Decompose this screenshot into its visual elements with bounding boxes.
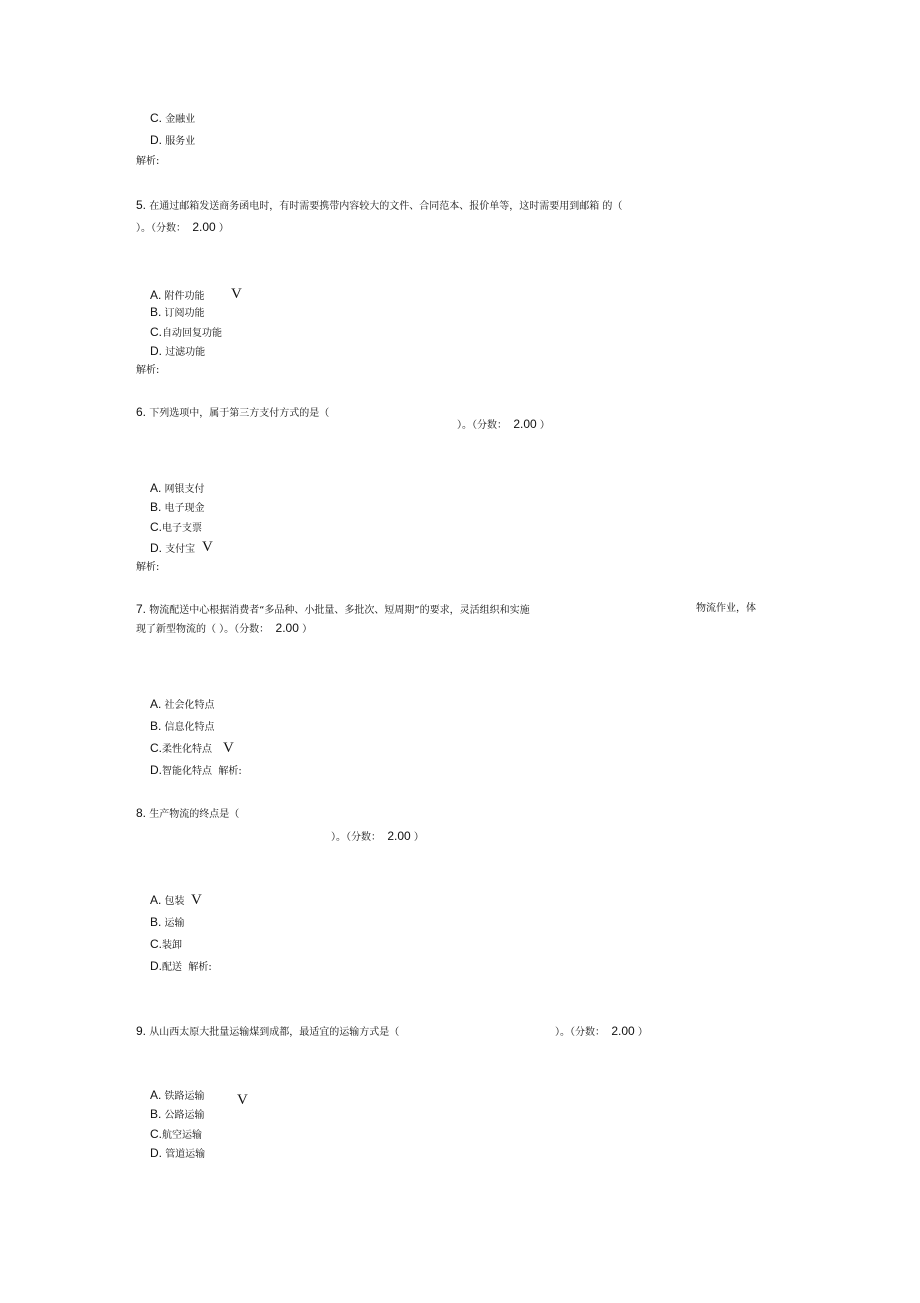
option-d [150,344,205,360]
option-letter: C. [150,325,162,339]
option-letter: B. [150,915,162,929]
option-d [150,959,212,975]
option-d [150,763,242,779]
option-b [150,915,185,931]
correct-mark: V [223,740,234,756]
option-letter: C. [150,937,162,951]
score-prefix: ）。（分数： [555,1027,605,1038]
score-value: 2.00 [611,1024,635,1038]
option-text: 社会化特点 [164,700,215,711]
option-text: 柔性化特点 [162,744,212,755]
option-b [150,305,205,321]
question-text: 物流配送中心根据消费者“多品种、小批量、多批次、短周期”的要求，灵活组织和实施 [149,605,530,616]
question-9-score [555,1024,648,1040]
option-letter: A. [150,893,162,907]
question-text: 从山西太原大批量运输煤到成都，最适宜的运输方式是（ [149,1027,400,1038]
option-letter: B. [150,305,162,319]
option-d [150,133,195,149]
option-text: 包装 [164,896,185,907]
option-text: 过滤功能 [165,347,206,358]
question-6-score [457,417,550,433]
question-text: 在通过邮箱发送商务函电时，有时需要携带内容较大的文件、合同范本、报价单等，这时需要用到邮箱 的（ [149,201,623,212]
correct-mark: V [202,539,213,555]
option-text: 订阅功能 [164,308,205,319]
option-d [150,541,195,557]
option-letter: B. [150,719,162,733]
option-letter: D. [150,1146,162,1160]
option-letter: D. [150,763,162,777]
option-a [150,1088,205,1104]
score-prefix: ）。（分数： [136,223,186,234]
option-text: 智能化特点 [162,766,212,777]
score-suffix: ） [539,420,550,431]
analysis-label: 解析: [136,156,160,167]
option-c [150,937,182,953]
option-text: 装卸 [162,940,182,951]
option-a [150,697,215,713]
option-b [150,500,205,516]
question-8-stem [136,806,239,822]
option-text: 航空运输 [162,1130,202,1141]
question-7-stem-tail: 物流作业，体 [696,603,756,614]
option-letter: D. [150,344,162,358]
option-c [150,520,202,536]
option-text: 铁路运输 [164,1091,205,1102]
score-value: 2.00 [275,621,299,635]
option-letter: C. [150,111,162,125]
score-value: 2.00 [192,220,216,234]
question-5-stem [136,198,622,214]
option-text: 信息化特点 [164,722,215,733]
question-number: 8. [136,806,147,820]
option-text: 运输 [164,918,185,929]
option-letter: A. [150,481,162,495]
option-letter: C. [150,1127,162,1141]
question-number: 5. [136,198,147,212]
option-letter: A. [150,1088,162,1102]
question-9-stem [136,1024,399,1040]
option-a [150,288,205,304]
score-suffix: ） [413,832,424,843]
score-prefix: ）。（分数： [331,832,381,843]
option-text: 电子现金 [164,503,205,514]
option-a [150,481,205,497]
option-c [150,741,212,757]
option-text: 附件功能 [164,291,205,302]
option-text: 金融业 [165,114,196,125]
option-letter: B. [150,1107,162,1121]
score-suffix: ） [302,624,313,635]
option-text: 服务业 [165,136,196,147]
option-text: 配送 [162,962,182,973]
option-letter: A. [150,697,162,711]
score-suffix: ） [218,223,229,234]
question-7-stem [136,602,530,618]
option-letter: A. [150,288,162,302]
score-prefix: 现了新型物流的（ ）。（分数： [136,624,270,635]
question-8-score [331,829,424,845]
question-text: 生产物流的终点是（ [149,809,240,820]
correct-mark: V [191,892,202,908]
option-text: 网银支付 [164,484,205,495]
option-text: 电子支票 [162,523,202,534]
question-6-stem [136,405,329,421]
correct-mark: V [237,1092,248,1108]
analysis-label: 解析: [136,562,160,573]
score-value: 2.00 [513,417,537,431]
score-prefix: ）。（分数： [457,420,507,431]
option-c [150,111,195,127]
option-letter: D. [150,959,162,973]
analysis-label: 解析: [136,365,160,376]
score-suffix: ） [637,1027,648,1038]
option-letter: B. [150,500,162,514]
option-text: 支付宝 [165,544,196,555]
question-number: 9. [136,1024,147,1038]
option-b [150,719,215,735]
question-5-score [136,220,229,236]
option-text: 管道运输 [165,1149,206,1160]
score-value: 2.00 [387,829,411,843]
option-text: 自动回复功能 [162,328,222,339]
option-d [150,1146,205,1162]
analysis-label: 解析: [218,766,242,777]
option-c [150,1127,202,1143]
question-number: 6. [136,405,147,419]
option-letter: D. [150,541,162,555]
question-number: 7. [136,602,147,616]
correct-mark: V [231,286,242,302]
option-text: 公路运输 [164,1110,205,1121]
question-7-score [136,621,312,637]
option-letter: C. [150,741,162,755]
option-letter: D. [150,133,162,147]
option-a [150,893,185,909]
option-c [150,325,222,341]
analysis-label: 解析: [188,962,212,973]
question-text: 下列选项中，属于第三方支付方式的是（ [149,408,330,419]
option-letter: C. [150,520,162,534]
option-b [150,1107,205,1123]
